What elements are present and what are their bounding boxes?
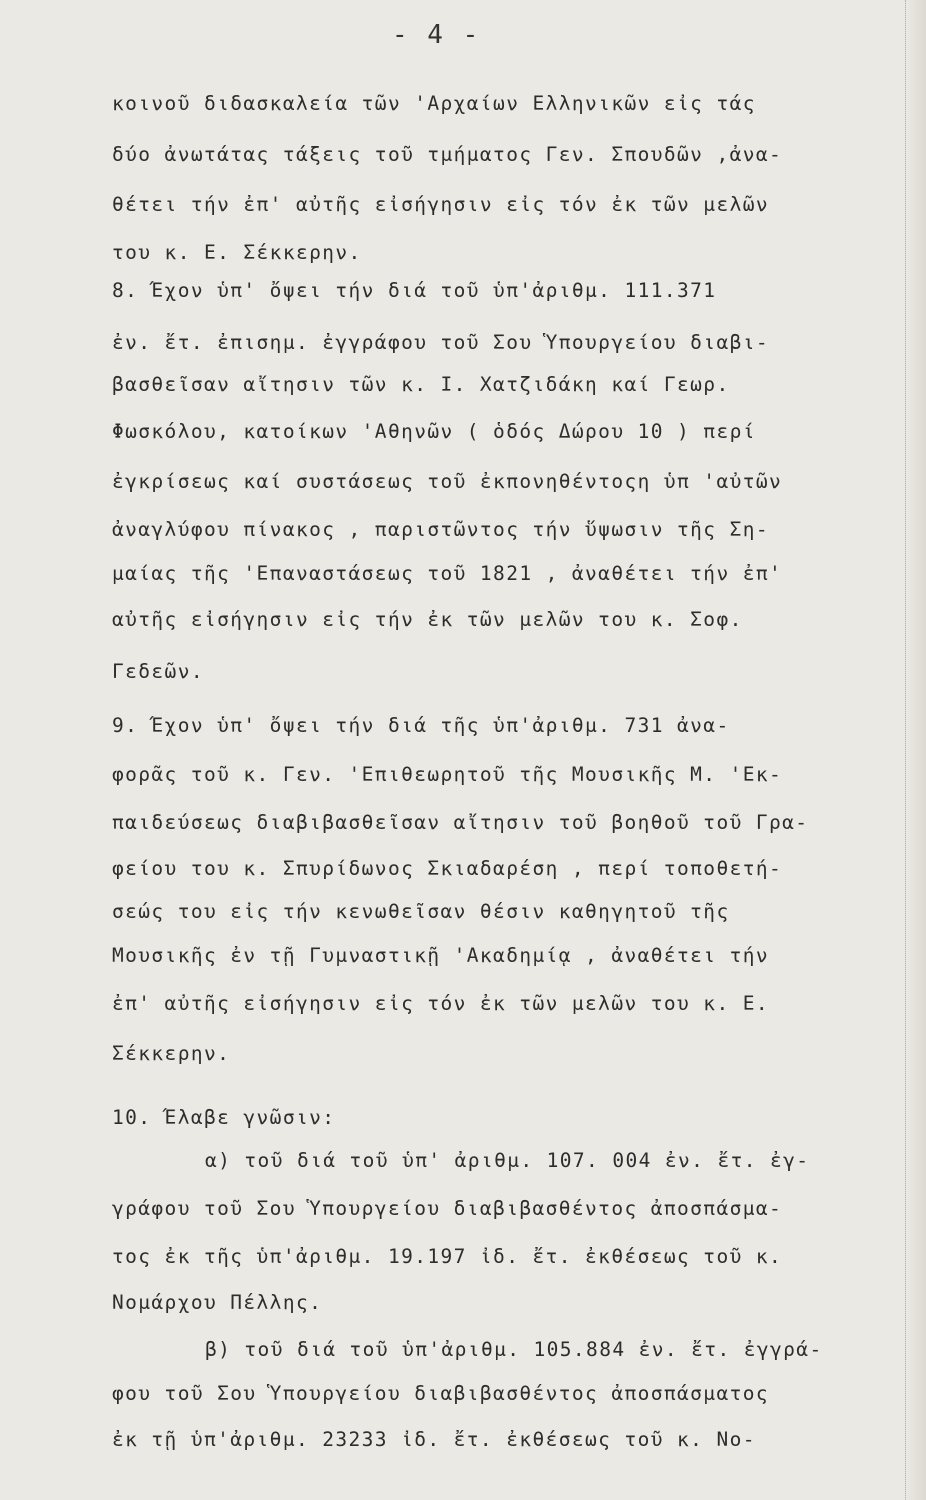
- text-line: δύο ἀνωτάτας τάξεις τοῦ τμήματος Γεν. Σπουδῶν ,ἀνα-: [112, 143, 783, 166]
- text-line: 9. Έχον ὑπ' ὄψει τήν διά τῆς ὑπ'ἀριθμ. 731 ἀνα-: [112, 714, 730, 737]
- text-line: φου τοῦ Σου Ὑπουργείου διαβιβασθέντος ἀποσπάσματος: [112, 1382, 769, 1405]
- text-line: 10. Έλαβε γνῶσιν:: [112, 1106, 336, 1129]
- text-line: 8. Έχον ὑπ' ὄψει τήν διά τοῦ ὑπ'ἀριθμ. 111.371: [112, 279, 717, 302]
- text-line: μαίας τῆς 'Επαναστάσεως τοῦ 1821 , ἀναθέτει τήν ἐπ': [112, 562, 783, 585]
- text-line: αὐτῆς εἰσήγησιν εἰς τήν ἐκ τῶν μελῶν του κ. Σοφ.: [112, 608, 743, 631]
- text-line: θέτει τήν ἐπ' αὐτῆς εἰσήγησιν εἰς τόν ἐκ τῶν μελῶν: [112, 193, 769, 216]
- text-line: κοινοῦ διδασκαλεία τῶν 'Αρχαίων Ελληνικῶν εἰς τάς: [112, 92, 756, 115]
- text-line: βασθεῖσαν αἴτησιν τῶν κ. Ι. Χατζιδάκη καί Γεωρ.: [112, 373, 730, 396]
- text-line: α) τοῦ διά τοῦ ὑπ' ἀριθμ. 107. 004 ἐν. ἔτ. ἐγ-: [205, 1149, 810, 1172]
- text-line: γράφου τοῦ Σου Ὑπουργείου διαβιβασθέντος ἀποσπάσμα-: [112, 1197, 783, 1220]
- text-line: ἐκ τῇ ὑπ'ἀριθμ. 23233 ἰδ. ἔτ. ἐκθέσεως τοῦ κ. Νο-: [112, 1428, 756, 1451]
- text-line: Γεδεῶν.: [112, 660, 204, 683]
- text-line: φορᾶς τοῦ κ. Γεν. 'Επιθεωρητοῦ τῆς Μουσικῆς Μ. 'Εκ-: [112, 763, 783, 786]
- text-line: Νομάρχου Πέλλης.: [112, 1291, 323, 1314]
- page-number: - 4 -: [392, 20, 481, 50]
- text-line: παιδεύσεως διαβιβασθεῖσαν αἴτησιν τοῦ βοηθοῦ τοῦ Γρα-: [112, 811, 809, 834]
- text-line: Σέκκερην.: [112, 1042, 231, 1065]
- text-line: τος ἐκ τῆς ὑπ'ἀριθμ. 19.197 ἰδ. ἔτ. ἐκθέσεως τοῦ κ.: [112, 1245, 783, 1268]
- text-line: Φωσκόλου, κατοίκων 'Αθηνῶν ( ὁδός Δώρου 10 ) περί: [112, 420, 756, 443]
- text-line: Μουσικῆς ἐν τῇ Γυμναστικῇ 'Ακαδημίᾳ , ἀναθέτει τήν: [112, 944, 769, 967]
- text-line: του κ. Ε. Σέκκερην.: [112, 241, 362, 264]
- text-line: φείου του κ. Σπυρίδωνος Σκιαδαρέση , περί τοποθετή-: [112, 857, 783, 880]
- text-line: ἀναγλύφου πίνακος , παριστῶντος τήν ὕψωσιν τῆς Ση-: [112, 518, 769, 541]
- page-edge: [905, 0, 926, 1500]
- text-line: β) τοῦ διά τοῦ ὑπ'ἀριθμ. 105.884 ἐν. ἔτ. ἐγγρά-: [205, 1338, 823, 1361]
- text-line: σεώς του εἰς τήν κενωθεῖσαν θέσιν καθηγητοῦ τῆς: [112, 900, 730, 923]
- text-line: ἐγκρίσεως καί συστάσεως τοῦ ἐκπονηθέντοςη ὑπ 'αὐτῶν: [112, 470, 783, 493]
- text-line: ἐν. ἔτ. ἐπισημ. ἐγγράφου τοῦ Σου Ὑπουργείου διαβι-: [112, 331, 769, 354]
- text-line: ἐπ' αὐτῆς εἰσήγησιν εἰς τόν ἐκ τῶν μελῶν του κ. Ε.: [112, 992, 769, 1015]
